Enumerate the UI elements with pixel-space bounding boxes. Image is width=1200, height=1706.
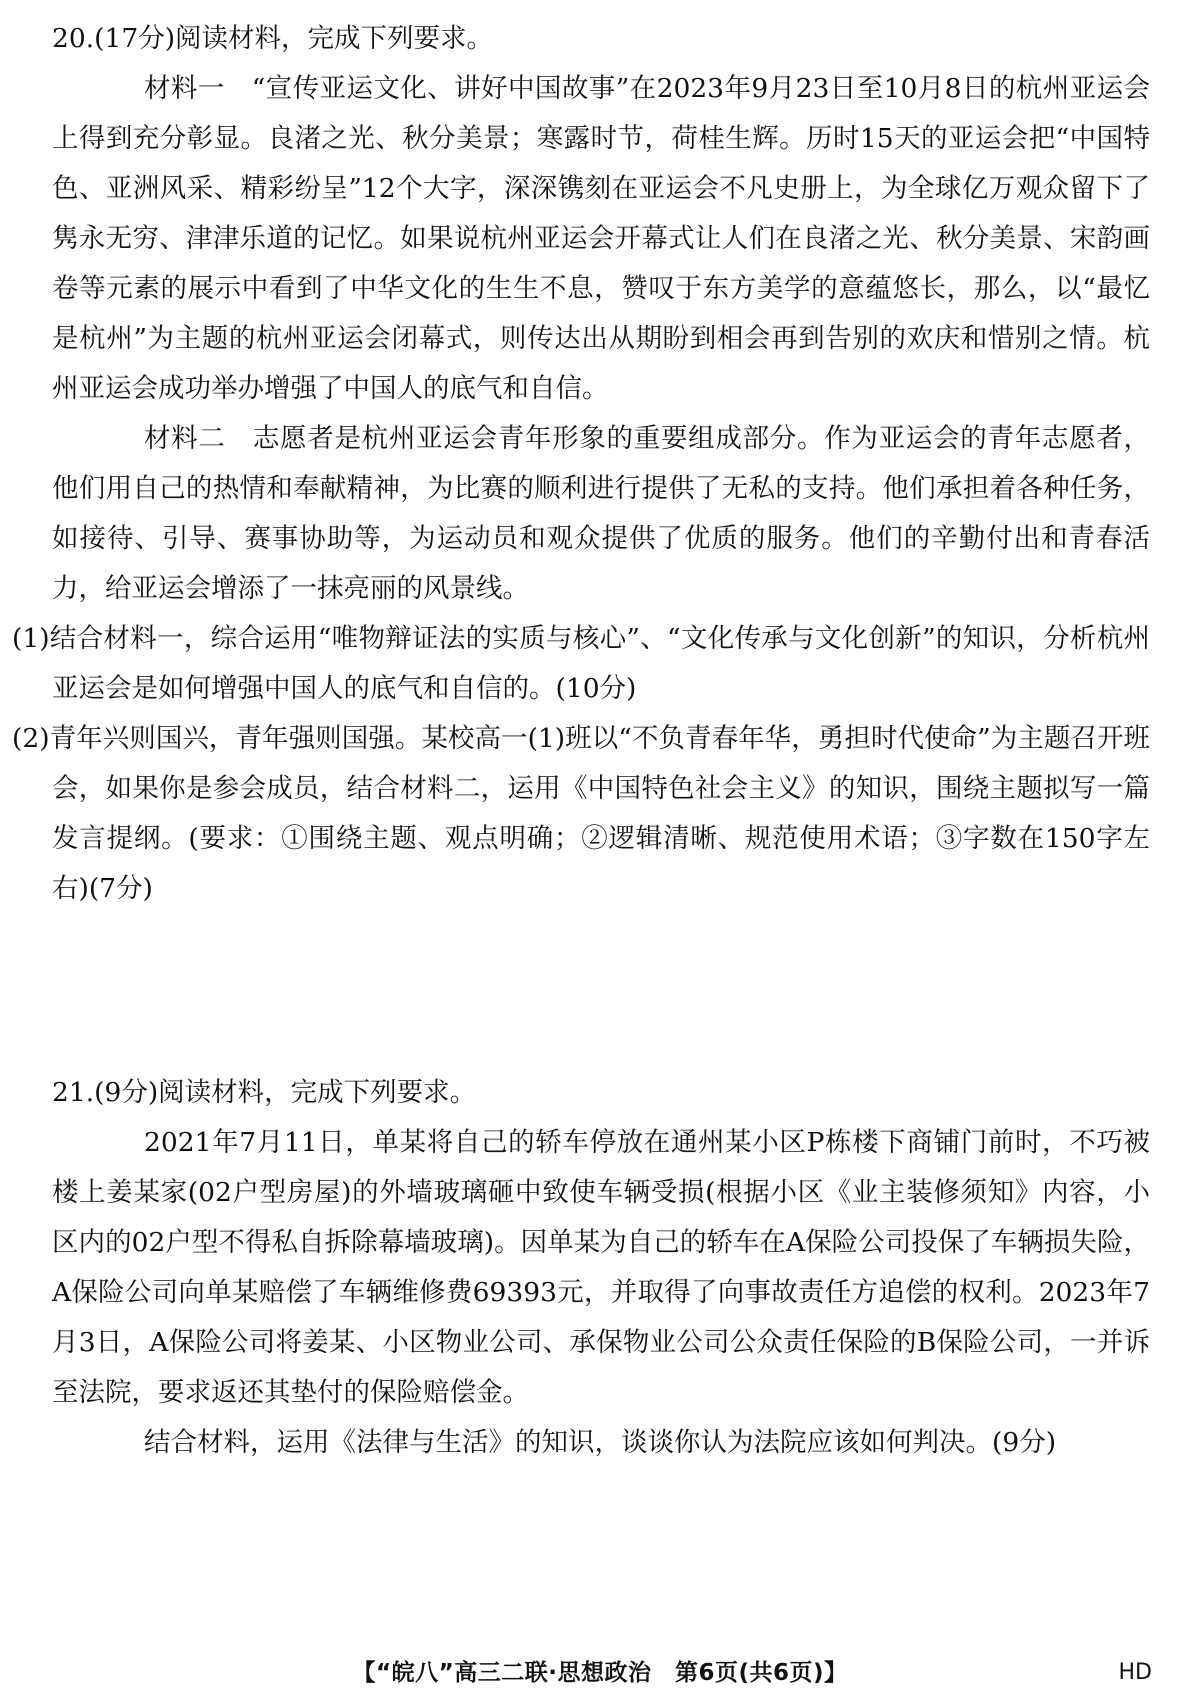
question-20-subquestion-2: (2)青年兴则国兴，青年强则国强。某校高一(1)班以“不负青春年华，勇担时代使命”为主题召开班会，如果你是参会成员，结合材料二，运用《中国特色社会主义》的知识，围绕主题拟写一篇发言提纲。(要求：①围绕主题、观点明确；②逻辑清晰、规范使用术语；③字数在150字左右)(7分) [12,723,1150,904]
question-20-material-1: 材料一 “宣传亚运文化、讲好中国故事”在2023年9月23日至10月8日的杭州亚运会上得到充分彰显。良渚之光、秋分美景；寒露时节，荷桂生辉。历时15天的亚运会把“中国特色、亚洲风采、精彩纷呈”12个大字，深深镌刻在亚运会不凡史册上，为全球亿万观众留下了隽永无穷、津津乐道的记忆。如果说杭州亚运会开幕式让人们在良渚之光、秋分美景、宋韵画卷等元素的展示中看到了中华文化的生生不息，赞叹于东方美学的意蕴悠长，那么，以“最忆是杭州”为主题的杭州亚运会闭幕式，则传达出从期盼到相会再到告别的欢庆和惜别之情。杭州亚运会成功举办增强了中国人的底气和自信。 [52,73,1150,404]
answer-space [52,914,1150,1068]
question-21-task: 结合材料，运用《法律与生活》的知识，谈谈你认为法院应该如何判决。(9分) [144,1427,1057,1458]
question-21-heading: 21.(9分)阅读材料，完成下列要求。 [52,1077,477,1108]
page-footer [0,1655,1200,1691]
question-21-material: 2021年7月11日，单某将自己的轿车停放在通州某小区P栋楼下商铺门前时，不巧被楼上姜某家(02户型房屋)的外墙玻璃砸中致使车辆受损(根据小区《业主装修须知》内容，小区内的02户型不得私自拆除幕墙玻璃)。因单某为自己的轿车在A保险公司投保了车辆损失险，A保险公司向单某赔偿了车辆维修费69393元，并取得了向事故责任方追偿的权利。2023年7月3日，A保险公司将姜某、小区物业公司、承保物业公司公众责任保险的B保险公司，一并诉至法院，要求返还其垫付的保险赔偿金。 [52,1127,1150,1408]
question-20-material-2: 材料二 志愿者是杭州亚运会青年形象的重要组成部分。作为亚运会的青年志愿者，他们用自己的热情和奉献精神，为比赛的顺利进行提供了无私的支持。他们承担着各种任务，如接待、引导、赛事协助等，为运动员和观众提供了优质的服务。他们的辛勤付出和青春活力，给亚运会增添了一抹亮丽的风景线。 [52,423,1150,604]
question-20-heading: 20.(17分)阅读材料，完成下列要求。 [52,23,494,54]
exam-content [12,14,1150,1468]
footer-exam-info: 【“皖八”高三二联·思想政治 第6页(共6页)】 [352,1660,848,1686]
footer-code: HD [1118,1660,1152,1685]
question-20-subquestion-1: (1)结合材料一，综合运用“唯物辩证法的实质与核心”、“文化传承与文化创新”的知识，分析杭州亚运会是如何增强中国人的底气和自信的。(10分) [12,623,1150,704]
question-20 [12,14,1150,914]
question-21 [52,1068,1150,1468]
